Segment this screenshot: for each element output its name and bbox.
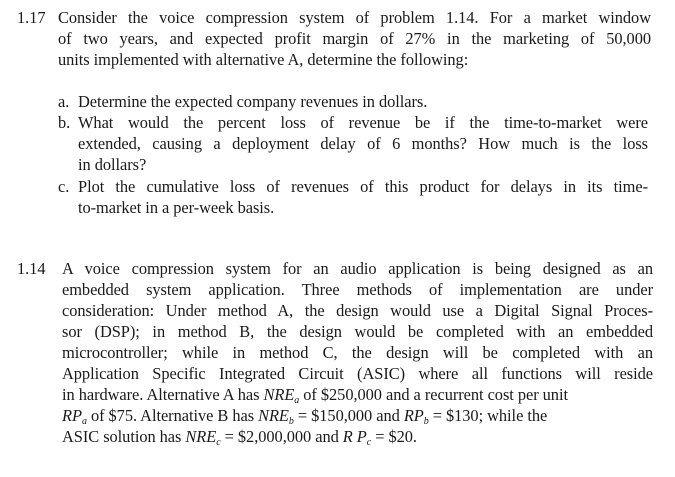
nre-a-subscript: a <box>294 395 300 406</box>
nre-b-subscript: b <box>288 416 294 427</box>
problem-114-line-9 <box>62 427 417 447</box>
problem-117-intro-line-1: Consider the voice compression system of problem 1.14. For a market window <box>58 8 651 27</box>
nre-c-symbol: NRE <box>185 427 217 446</box>
problem-117-intro-line-2: of two years, and expected profit margin of 27% in the marketing of 50,000 <box>58 29 651 48</box>
nre-c-subscript: c <box>216 437 221 448</box>
problem-114-line-8 <box>62 406 547 426</box>
rp-b-symbol: RP <box>403 406 424 425</box>
rp-b-subscript: b <box>423 416 429 427</box>
line-9-part-c: = $2,000,000 and <box>220 427 343 446</box>
problem-114-line-5: microcontroller; while in method C, the design will be completed with an <box>62 343 653 362</box>
rp-c-subscript: c <box>366 437 372 448</box>
line-8-part-b: of $75. Alternative B has <box>86 406 259 425</box>
problem-114-line-4: sor (DSP); in method B, the design would be completed with an embedded <box>62 322 653 341</box>
rp-c-symbol: R P <box>342 427 367 446</box>
problem-114-line-6: Application Specific Integrated Circuit (ASIC) where all functions will reside <box>62 364 653 383</box>
problem-114-number: 1.14 <box>17 259 46 278</box>
problem-114-line-2: embedded system application. Three methods of implementation are under <box>62 280 653 299</box>
item-a-line-1: Determine the expected company revenues in dollars. <box>78 92 428 111</box>
item-c-line-2: to-market in a per-week basis. <box>78 198 275 217</box>
line-9-part-a: ASIC solution has <box>62 427 186 446</box>
nre-a-symbol: NRE <box>263 385 295 404</box>
item-b-label: b. <box>58 113 71 132</box>
problem-114-line-3: consideration: Under method A, the design would use a Digital Signal Proces- <box>62 301 653 320</box>
line-7-text: in hardware. Alternative A has <box>62 385 260 404</box>
item-b-line-2: extended, causing a deployment delay of 6 months? How much is the loss <box>78 134 648 153</box>
problem-114-line-7 <box>62 385 568 405</box>
problem-117-intro-line-3: units implemented with alternative A, determine the following: <box>58 50 469 69</box>
item-a-label: a. <box>58 92 70 111</box>
item-c-line-1: Plot the cumulative loss of revenues of this product for delays in its time- <box>78 177 648 196</box>
line-8-part-f: = $130; while the <box>428 406 548 425</box>
rp-a-symbol: RP <box>62 406 82 425</box>
item-b-line-3: in dollars? <box>78 155 147 174</box>
problem-114-line-1: A voice compression system for an audio application is being designed as an <box>62 259 653 278</box>
line-8-part-d: = $150,000 and <box>293 406 404 425</box>
item-c-label: c. <box>58 177 70 196</box>
line-7-tail: of $250,000 and a recurrent cost per unit <box>299 385 568 404</box>
rp-a-subscript: a <box>81 416 87 427</box>
nre-b-symbol: NRE <box>258 406 289 425</box>
line-9-part-e: = $20. <box>371 427 417 446</box>
item-b-line-1: What would the percent loss of revenue be if the time-to-market were <box>78 113 648 132</box>
problem-117-number: 1.17 <box>17 8 46 27</box>
